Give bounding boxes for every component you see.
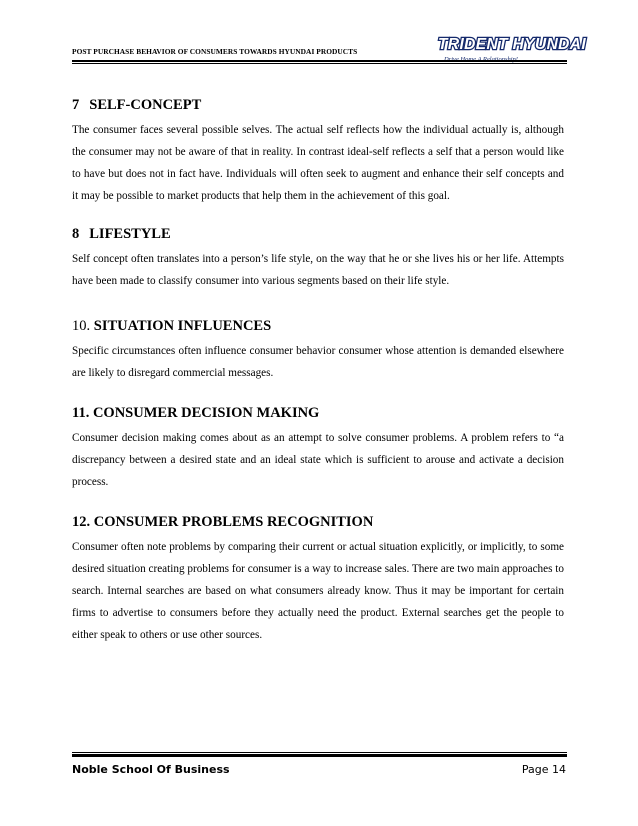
footer-rule <box>72 754 567 757</box>
section-heading <box>72 405 564 422</box>
section-number: 12. <box>72 514 91 530</box>
section-number: 7 <box>72 97 80 113</box>
section-paragraph: Consumer decision making comes about as an attempt to solve consumer problems. A problem refers to “a discrepancy between a desired state and an ideal state which is sufficient to arouse and activate a decision process. <box>72 432 564 488</box>
section-paragraph: Specific circumstances often influence consumer behavior consumer whose attention is demanded elsewhere are likely to disregard commercial messages. <box>72 345 564 379</box>
section-self-concept <box>72 97 564 207</box>
section-lifestyle <box>72 226 564 292</box>
header-rule-thin <box>72 63 567 64</box>
section-situation-influences <box>72 318 564 384</box>
section-consumer-decision-making <box>72 405 564 493</box>
running-header-title: POST PURCHASE BEHAVIOR OF CONSUMERS TOWARDS HYUNDAI PRODUCTS <box>72 47 358 56</box>
section-consumer-problems-recognition <box>72 514 564 646</box>
section-heading <box>72 226 564 243</box>
page-number: Page 14 <box>521 763 566 776</box>
page-body <box>72 97 564 646</box>
section-paragraph: Consumer often note problems by comparing their current or actual situation explicitly, or implicitly, to some desired situation creating problems for consumer is a way to increase sales. There are two main approaches to search. Internal searches are based on what consumers already know. Thus it may be important for certain firms to advertise to consumers before they actually need the product. External searches get the people to either speak to others or use other sources. <box>72 541 564 641</box>
footer-school-name: Noble School Of Business <box>72 763 230 776</box>
section-paragraph: The consumer faces several possible selves. The actual self reflects how the individual actually is, although the consumer may not be aware of that in reality. In contrast ideal-self reflects a self that a person would like to have but does not in fact have. Individuals will often seek to augment and enhance their self concepts and it may be possible to market products that help them in the achievement of this goal. <box>72 124 564 202</box>
section-paragraph: Self concept often translates into a person’s life style, on the way that he or she lives his or her life. Attempts have been made to classify consumer into various segments based on their life style. <box>72 253 564 287</box>
logo-wordmark: TRIDENT HYUNDAI <box>438 36 587 53</box>
section-number: 11. <box>72 405 90 421</box>
section-title: SITUATION INFLUENCES <box>93 318 272 334</box>
section-title: LIFESTYLE <box>89 226 171 242</box>
section-title: CONSUMER PROBLEMS RECOGNITION <box>93 514 374 530</box>
section-number: 10. <box>72 318 91 334</box>
section-heading <box>72 318 564 335</box>
section-title: SELF-CONCEPT <box>89 97 202 113</box>
footer-rule-thin <box>72 752 567 753</box>
trident-hyundai-logo <box>436 36 587 70</box>
section-number: 8 <box>72 226 80 242</box>
header-rule <box>72 60 567 62</box>
section-heading <box>72 97 564 114</box>
section-title: CONSUMER DECISION MAKING <box>92 405 320 421</box>
section-heading <box>72 514 564 531</box>
